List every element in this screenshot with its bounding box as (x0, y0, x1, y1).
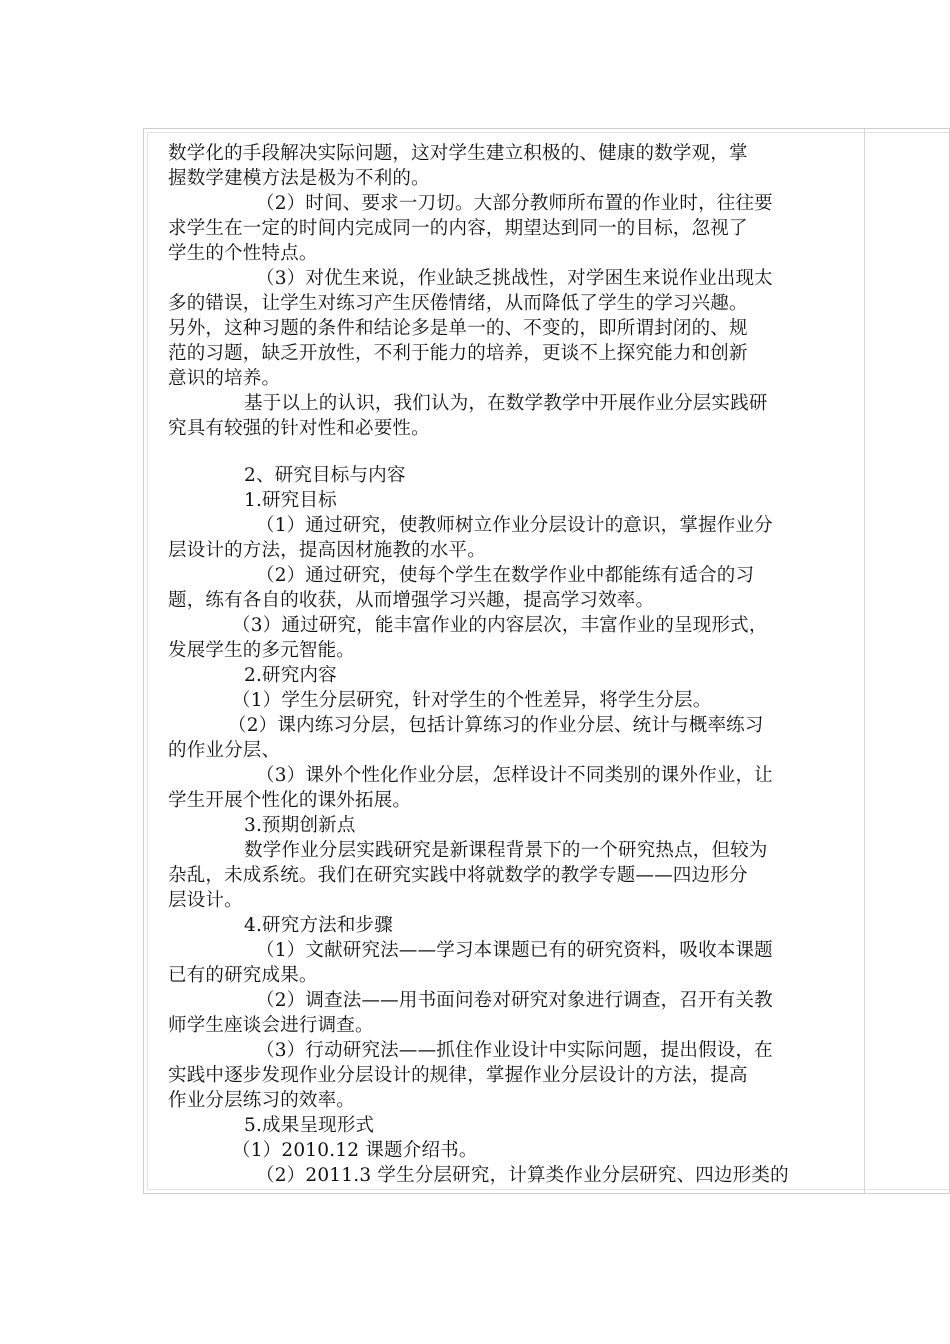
text-line: 题，练有各自的收获，从而增强学习兴趣，提高学习效率。 (168, 590, 655, 611)
text-line: 已有的研究成果。 (168, 965, 318, 986)
text-line: 杂乱，未成系统。我们在研究实践中将就数学的教学专题——四边形分 (168, 865, 748, 886)
text-line: （2）调查法——用书面问卷对研究对象进行调查，召开有关教 (256, 990, 773, 1011)
text-line: 数学作业分层实践研究是新课程背景下的一个研究热点，但较为 (244, 840, 768, 861)
text-line: （3）对优生来说，作业缺乏挑战性，对学困生来说作业出现太 (256, 268, 773, 289)
blank-line (168, 441, 852, 463)
subsection-heading: 3.预期创新点 (244, 815, 356, 836)
subsection-heading: 5.成果呈现形式 (244, 1115, 375, 1136)
text-line: （1）2010.12 课题介绍书。 (232, 1140, 478, 1161)
document-table (143, 128, 950, 1194)
text-line: 学生开展个性化的课外拓展。 (168, 790, 412, 811)
text-line: 究具有较强的针对性和必要性。 (168, 418, 430, 439)
text-line: （3）行动研究法——抓住作业设计中实际问题，提出假设，在 (256, 1040, 773, 1061)
document-body (168, 141, 852, 1188)
text-line: 学生的个性特点。 (168, 243, 318, 264)
text-line: （2）课内练习分层，包括计算练习的作业分层、统计与概率练习 (228, 715, 764, 736)
text-line: 意识的培养。 (168, 368, 281, 389)
text-line: 实践中逐步发现作业分层设计的规律，掌握作业分层设计的方法，提高 (168, 1065, 748, 1086)
text-line: 求学生在一定的时间内完成同一的内容，期望达到同一的目标，忽视了 (168, 218, 748, 239)
subsection-heading: 1.研究目标 (244, 490, 337, 511)
text-line: （2）时间、要求一刀切。大部分教师所布置的作业时，往往要 (256, 193, 773, 214)
text-line: （2）通过研究，使每个学生在数学作业中都能练有适合的习 (256, 565, 755, 586)
text-line: 师学生座谈会进行调查。 (168, 1015, 374, 1036)
text-line: 的作业分层、 (168, 740, 281, 761)
text-line: 数学化的手段解决实际问题，这对学生建立积极的、健康的数学观，掌 (168, 143, 748, 164)
text-line: （1）通过研究，使教师树立作业分层设计的意识，掌握作业分 (256, 515, 773, 536)
table-column-divider (864, 129, 865, 1193)
text-line: （1）文献研究法——学习本课题已有的研究资料，吸收本课题 (256, 940, 773, 961)
text-line: 握数学建模方法是极为不利的。 (168, 168, 430, 189)
text-line: 作业分层练习的效率。 (168, 1090, 356, 1111)
text-line: （1）学生分层研究，针对学生的个性差异，将学生分层。 (232, 690, 712, 711)
text-line: 多的错误，让学生对练习产生厌倦情绪，从而降低了学生的学习兴趣。 (168, 293, 748, 314)
text-line: 层设计的方法，提高因材施教的水平。 (168, 540, 486, 561)
subsection-heading: 4.研究方法和步骤 (244, 915, 393, 936)
text-line: （3）通过研究，能丰富作业的内容层次，丰富作业的呈现形式， (232, 615, 768, 636)
text-line: 基于以上的认识，我们认为，在数学教学中开展作业分层实践研 (244, 393, 768, 414)
text-line: 另外，这种习题的条件和结论多是单一的、不变的，即所谓封闭的、规 (168, 318, 748, 339)
section-heading: 2、研究目标与内容 (244, 465, 406, 486)
text-line: （3）课外个性化作业分层，怎样设计不同类别的课外作业，让 (256, 765, 773, 786)
subsection-heading: 2.研究内容 (244, 665, 337, 686)
text-line: （2）2011.3 学生分层研究，计算类作业分层研究、四边形类的 (256, 1165, 789, 1186)
text-line: 层设计。 (168, 890, 243, 911)
text-line: 范的习题，缺乏开放性，不利于能力的培养，更谈不上探究能力和创新 (168, 343, 748, 364)
text-line: 发展学生的多元智能。 (168, 640, 356, 661)
